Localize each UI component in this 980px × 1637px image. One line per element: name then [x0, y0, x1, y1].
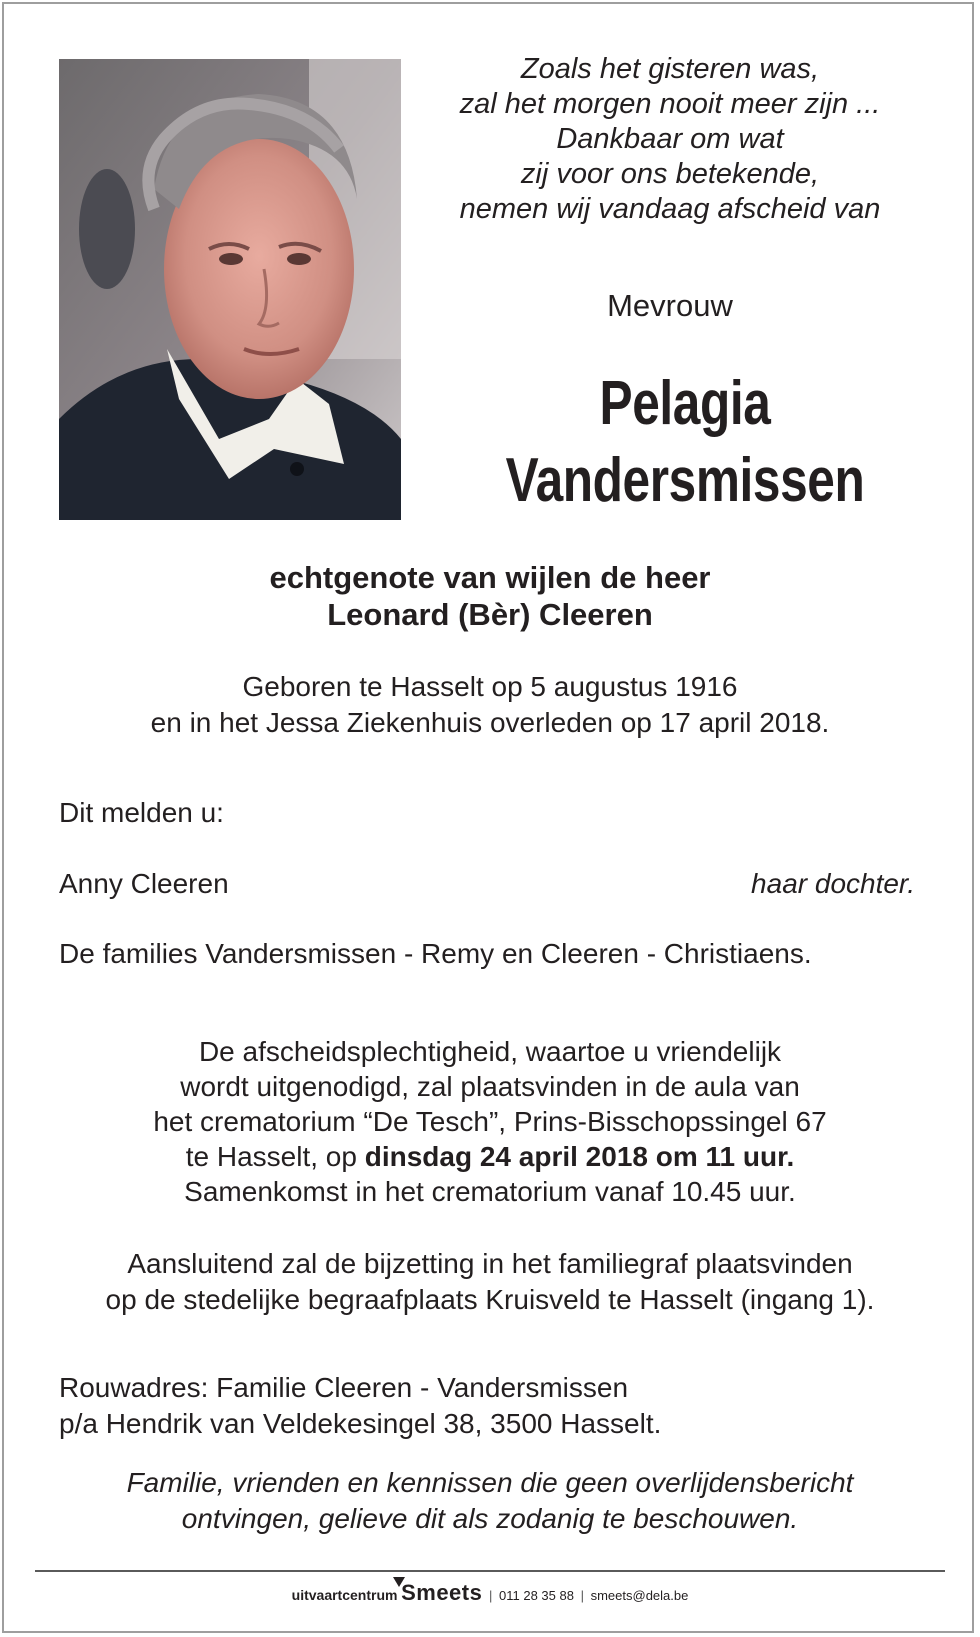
funeral-home-footer: [0, 1580, 980, 1606]
footer-divider: [35, 1570, 945, 1572]
poem-line: zij voor ons betekende,: [520, 158, 820, 190]
spouse-info: [0, 559, 980, 633]
honorific: Mevrouw: [607, 288, 733, 323]
relative-name: Anny Cleeren: [59, 868, 229, 899]
address-line-1: Rouwadres: Familie Cleeren - Vandersmissen: [59, 1372, 629, 1403]
relative-role: haar dochter.: [751, 868, 915, 899]
poem-line: Zoals het gisteren was,: [520, 53, 820, 85]
spouse-line-1: echtgenote van wijlen de heer: [269, 560, 711, 595]
spouse-line-2: Leonard (Bèr) Cleeren: [327, 597, 653, 632]
announce-heading: Dit melden u:: [59, 797, 224, 828]
notice-line-1: Familie, vrienden en kennissen die geen overlijdensbericht: [126, 1467, 854, 1498]
birth-line: Geboren te Hasselt op 5 augustus 1916: [242, 671, 738, 702]
email-address: smeets@dela.be: [590, 1588, 689, 1603]
closing-notice: [0, 1465, 980, 1537]
ceremony-line-4: [0, 1139, 980, 1174]
brand-prefix: uitvaartcentrum: [291, 1587, 398, 1603]
families-line: De families Vandersmissen - Remy en Cleeren - Christiaens.: [59, 938, 812, 969]
deceased-name: [481, 365, 889, 519]
poem-line: nemen wij vandaag afscheid van: [459, 193, 881, 225]
birth-death-info: [0, 669, 980, 741]
ceremony-line-5: Samenkomst in het crematorium vanaf 10.45 uur.: [184, 1176, 796, 1207]
ceremony-date-time: dinsdag 24 april 2018 om 11 uur.: [364, 1141, 795, 1172]
notice-line-2: ontvingen, gelieve dit als zodanig te beschouwen.: [181, 1503, 799, 1534]
separator: |: [488, 1588, 493, 1603]
burial-line-1: Aansluitend zal de bijzetting in het familiegraf plaatsvinden: [127, 1248, 853, 1279]
poem-line: Dankbaar om wat: [556, 123, 784, 155]
ceremony-line-3: het crematorium “De Tesch”, Prins-Bisschopssingel 67: [153, 1106, 827, 1137]
opening-poem: [430, 52, 910, 227]
first-name: Pelagia: [599, 369, 771, 438]
last-name: Vandersmissen: [505, 446, 865, 515]
burial-info: [0, 1246, 980, 1318]
ceremony-line-2: wordt uitgenodigd, zal plaatsvinden in de aula van: [180, 1071, 800, 1102]
ceremony-line-1: De afscheidsplechtigheid, waartoe u vriendelijk: [198, 1036, 782, 1067]
separator: |: [580, 1588, 584, 1603]
ceremony-info: [0, 1034, 980, 1209]
ceremony-place: te Hasselt, op: [185, 1141, 365, 1172]
burial-line-2: op de stedelijke begraafplaats Kruisveld te Hasselt (ingang 1).: [105, 1284, 875, 1315]
poem-line: zal het morgen nooit meer zijn ...: [459, 88, 881, 120]
death-line: en in het Jessa Ziekenhuis overleden op 17 april 2018.: [150, 707, 830, 738]
phone-number: 011 28 35 88: [499, 1588, 574, 1603]
portrait-photo: [59, 59, 401, 520]
mourning-address: [59, 1370, 661, 1442]
brand-name: Smeets: [401, 1580, 483, 1605]
address-line-2: p/a Hendrik van Veldekesingel 38, 3500 Hasselt.: [59, 1408, 662, 1439]
